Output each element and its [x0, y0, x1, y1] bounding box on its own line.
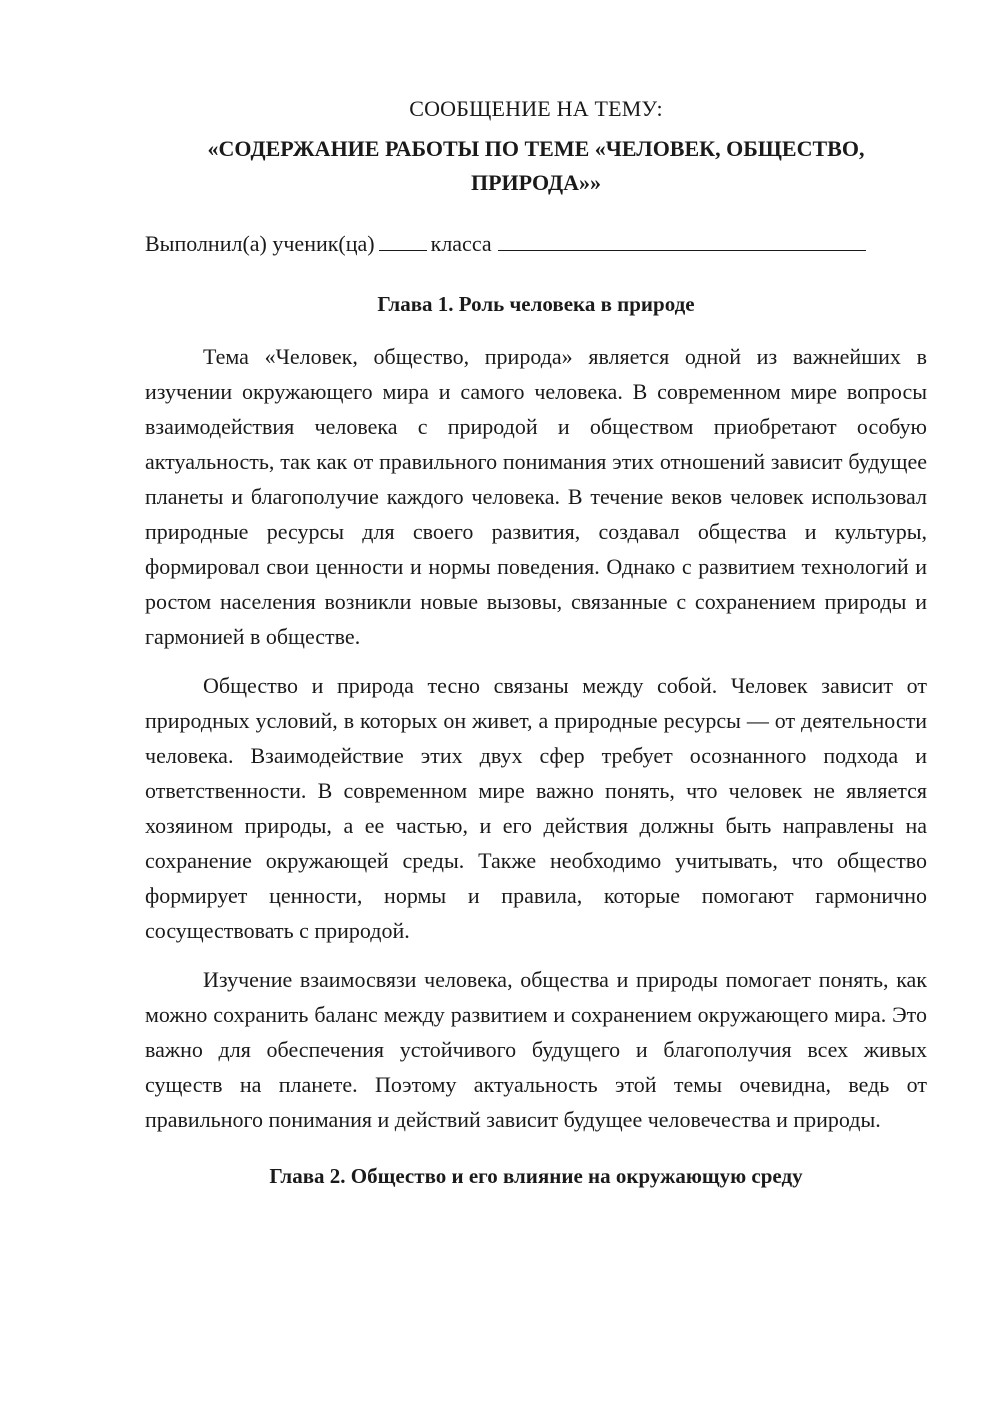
document-page [145, 92, 927, 1211]
chapter-1-paragraph-1: Тема «Человек, общество, природа» является одной из важнейших в изучении окружающего мира и самого человека. В современном мире вопросы взаимодействия человека с природой и обществом приобретают особую актуальность, так как от правильного понимания этих отношений зависит будущее планеты и благополучие каждого человека. В течение веков человек использовал природные ресурсы для своего развития, создавал общества и культуры, формировал свои ценности и нормы поведения. Однако с развитием технологий и ростом населения возникли новые вызовы, связанные с сохранением природы и гармонией в обществе. [145, 344, 927, 649]
document-kind: СООБЩЕНИЕ НА ТЕМУ: [409, 96, 663, 121]
class-label: класса [430, 231, 492, 256]
name-blank [498, 226, 866, 251]
author-prefix: Выполнил(а) ученик(ца) [145, 231, 375, 256]
chapter-1-paragraph-3: Изучение взаимосвязи человека, общества и природы помогает понять, как можно сохранить баланс между развитием и сохранением окружающего мира. Это важно для обеспечения устойчивого будущего и благополучия всех живых существ на планете. Поэтому актуальность этой темы очевидна, ведь от правильного понимания и действий зависит будущее человечества и природы. [145, 967, 927, 1132]
chapter-1-heading: Глава 1. Роль человека в природе [377, 292, 695, 316]
grade-blank [379, 226, 427, 251]
chapter-1-paragraph-2: Общество и природа тесно связаны между собой. Человек зависит от природных условий, в которых он живет, а природные ресурсы — от деятельности человека. Взаимодействие этих двух сфер требует осознанного подхода и ответственности. В современном мире важно понять, что человек не является хозяином природы, а ее частью, и его действия должны быть направлены на сохранение окружающей среды. Также необходимо учитывать, что общество формирует ценности, нормы и правила, которые помогают гармонично сосуществовать с природой. [145, 673, 927, 943]
chapter-2-heading: Глава 2. Общество и его влияние на окружающую среду [269, 1164, 803, 1188]
author-line [145, 226, 927, 261]
document-title: «СОДЕРЖАНИЕ РАБОТЫ ПО ТЕМЕ «ЧЕЛОВЕК, ОБЩЕСТВО, ПРИРОДА»» [207, 136, 865, 195]
